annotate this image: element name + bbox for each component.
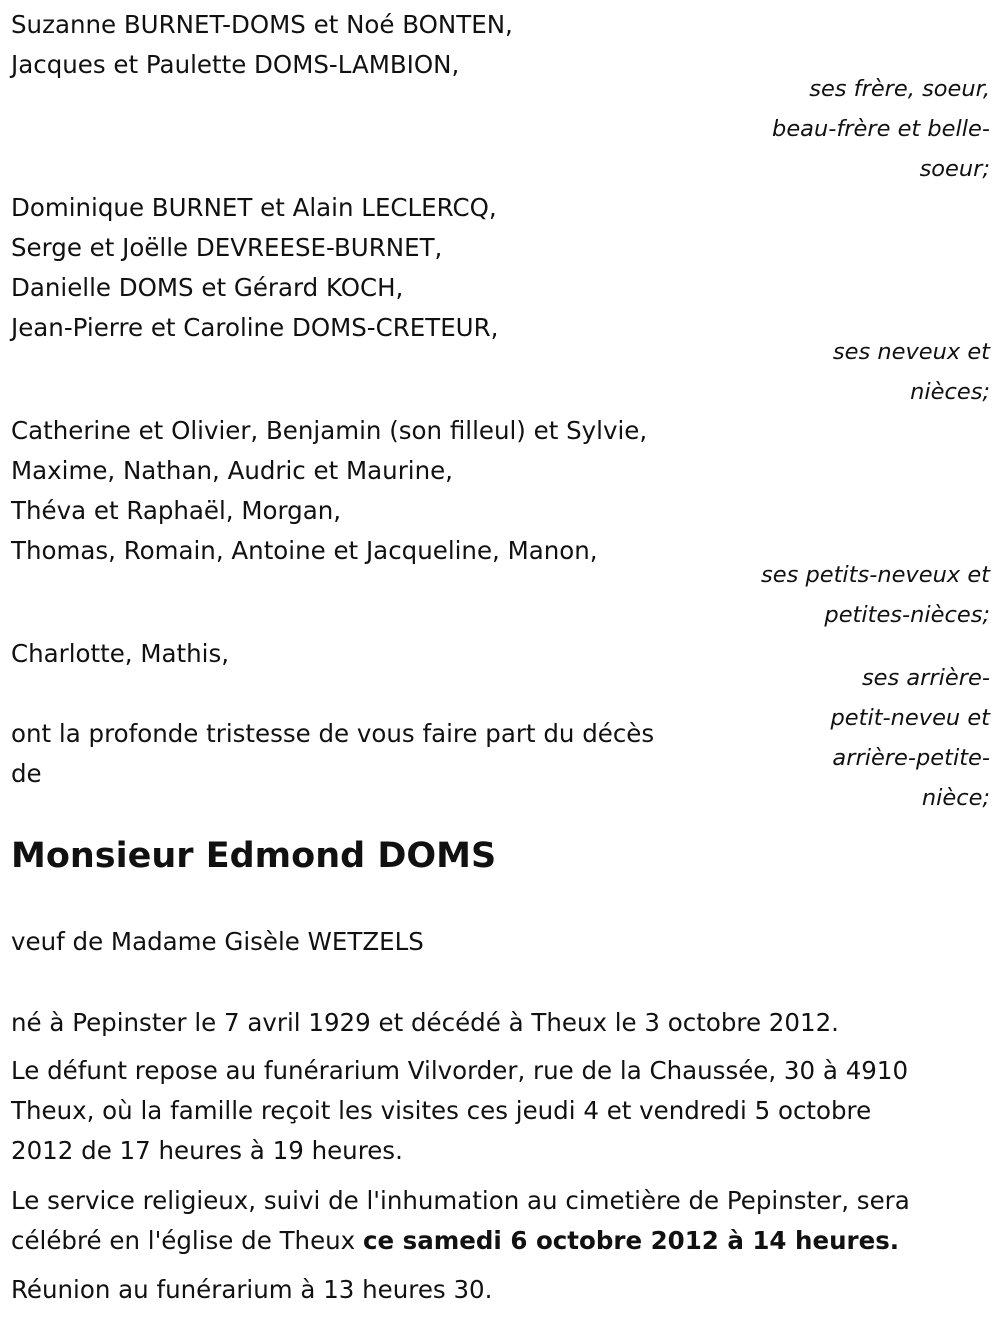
family-line: Thomas, Romain, Antoine et Jacqueline, Manon,	[11, 536, 598, 565]
relation-note: nièce;	[921, 785, 990, 811]
repose-line: Le défunt repose au funérarium Vilvorder, rue de la Chaussée, 30 à 4910	[11, 1056, 909, 1085]
family-line: Catherine et Olivier, Benjamin (son filleul) et Sylvie,	[11, 416, 648, 445]
relation-note: petit-neveu et	[830, 705, 990, 731]
relation-note: arrière-petite-	[832, 745, 990, 771]
family-line: Jean-Pierre et Caroline DOMS-CRETEUR,	[11, 313, 499, 342]
family-line: Dominique BURNET et Alain LECLERCQ,	[11, 193, 497, 222]
service-line	[11, 1221, 899, 1261]
service-text: célébré en l'église de Theux	[11, 1226, 363, 1255]
announcement-line: de	[11, 759, 42, 788]
deceased-name: Monsieur Edmond DOMS	[11, 836, 497, 876]
relation-note: ses arrière-	[861, 665, 990, 691]
relation-note: nièces;	[910, 379, 990, 405]
announcement-line: ont la profonde tristesse de vous faire part du décès	[11, 719, 655, 748]
family-line: Maxime, Nathan, Audric et Maurine,	[11, 456, 453, 485]
birth-death-line: né à Pepinster le 7 avril 1929 et décédé à Theux le 3 octobre 2012.	[11, 1008, 839, 1037]
relation-note: ses petits-neveux et	[761, 562, 990, 588]
family-line: Théva et Raphaël, Morgan,	[11, 496, 342, 525]
family-line: Charlotte, Mathis,	[11, 639, 230, 668]
family-line: Jacques et Paulette DOMS-LAMBION,	[11, 50, 460, 79]
relation-note: soeur;	[919, 156, 990, 182]
relation-note: ses frère, soeur,	[809, 76, 990, 102]
widower-line: veuf de Madame Gisèle WETZELS	[11, 927, 424, 956]
relation-note: beau-frère et belle-	[772, 116, 990, 142]
service-datetime: ce samedi 6 octobre 2012 à 14 heures.	[362, 1226, 900, 1255]
reunion-line: Réunion au funérarium à 13 heures 30.	[11, 1275, 493, 1304]
family-line: Suzanne BURNET-DOMS et Noé BONTEN,	[11, 10, 513, 39]
family-line: Serge et Joëlle DEVREESE-BURNET,	[11, 233, 443, 262]
repose-line: 2012 de 17 heures à 19 heures.	[11, 1136, 403, 1165]
relation-note: ses neveux et	[832, 339, 990, 365]
relation-note: petites-nièces;	[824, 602, 990, 628]
service-line: Le service religieux, suivi de l'inhumation au cimetière de Pepinster, sera	[11, 1186, 910, 1215]
family-line: Danielle DOMS et Gérard KOCH,	[11, 273, 404, 302]
repose-line: Theux, où la famille reçoit les visites ces jeudi 4 et vendredi 5 octobre	[11, 1096, 872, 1125]
